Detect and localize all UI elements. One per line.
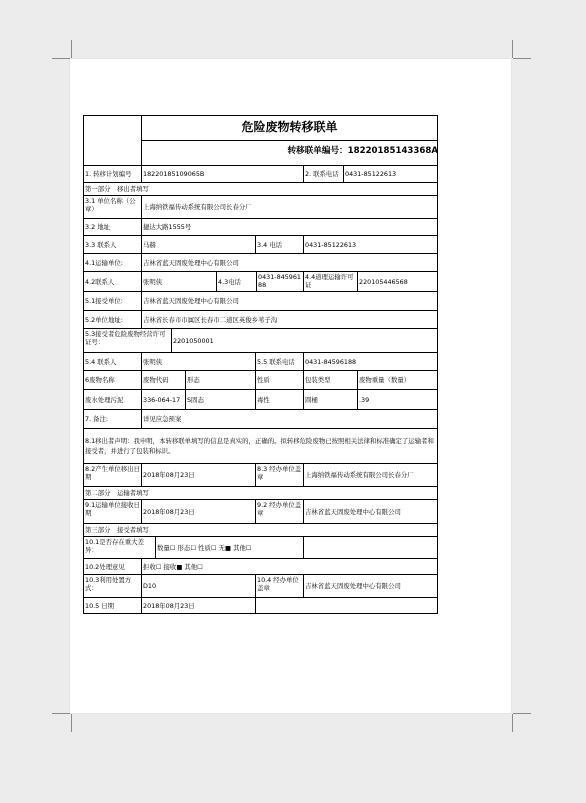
waste-weight-header: 废物重量（数量） — [358, 371, 438, 390]
waste-name-header: 6废物名称 — [84, 371, 142, 390]
receiver-phone-value: 0431-84596188 — [304, 353, 438, 371]
receiver-unit-label: 5.1接受单位: — [84, 292, 142, 311]
receiver-address-label: 5.2单位地址: — [84, 311, 142, 329]
difference-options: 数量☐ 形态☐ 性质☐ 无■ 其他☐ — [156, 537, 304, 559]
receiver-seal-value: 吉林省蓝天固废处理中心有限公司 — [304, 575, 438, 598]
unit-name-value: 上海纳铁福传动系统有限公司长春分厂 — [142, 196, 438, 219]
transport-unit-label: 4.1运输单位: — [84, 254, 142, 272]
transport-license-label: 4.4道理运输许可证 — [304, 272, 358, 292]
contact-phone-value: 0431-85122613 — [344, 166, 438, 183]
header-left-blank — [84, 116, 142, 166]
address-label: 3.2 地址 — [84, 219, 142, 236]
phone-34-label: 3.4 电话 — [256, 236, 304, 254]
receiver-contact-label: 5.4 联系人 — [84, 353, 142, 371]
carrier-date-label: 9.1运输单位接收日期 — [84, 500, 142, 524]
remarks-label: 7. 备注: — [84, 410, 142, 429]
receiver-license-value: 2201050001 — [172, 329, 438, 353]
crop-mark — [512, 714, 513, 732]
waste-name-value: 废水处理污泥 — [84, 390, 142, 410]
waste-weight-value: .39 — [358, 390, 438, 410]
crop-mark — [71, 714, 72, 732]
part2-heading: 第二部分 运输者填写 — [84, 487, 438, 500]
transport-contact-value: 张明侠 — [142, 272, 217, 292]
plan-no-value: 18220185109065B — [142, 166, 304, 183]
waste-property-value: 毒性 — [256, 390, 304, 410]
shipper-declaration: 8.1移出者声明：我申明，本转移联单填写的信息是真实的，正确的。拟转移危险废物已按照相关法律和标准确定了运输者和接受者，并进行了包装和标识。 — [84, 429, 438, 464]
receiver-license-label: 5.3接受者危险废物经营许可证号： — [84, 329, 172, 353]
package-type-value: 圆桶 — [304, 390, 358, 410]
part3-heading: 第三部分 接受者填写 — [84, 524, 438, 537]
crop-mark — [512, 40, 513, 58]
plan-no-label: 1. 转移计划编号 — [84, 166, 142, 183]
transport-unit-value: 吉林省蓝天固废处理中心有限公司 — [142, 254, 438, 272]
crop-mark — [71, 40, 72, 58]
contact-phone-label: 2. 联系电话 — [304, 166, 344, 183]
remarks-value: 详见应急预案 — [142, 410, 438, 429]
difference-label: 10.1是否存在重大差异： — [84, 537, 156, 559]
receiver-phone-label: 5.5 联系电话 — [256, 353, 304, 371]
receiver-seal-label: 10.4 经办单位盖章 — [256, 575, 304, 598]
difference-blank — [304, 537, 438, 559]
transport-contact-label: 4.2联系人 — [84, 272, 142, 292]
receive-date-label: 10.5 日期 — [84, 598, 142, 614]
transport-license-value: 220105446568 — [358, 272, 438, 292]
disposal-opinion-options: 拒收☐ 接收■ 其他☐ — [142, 559, 438, 575]
shipper-date-value: 2018年08月23日 — [142, 464, 256, 487]
disposal-opinion-label: 10.2处理意见 — [84, 559, 142, 575]
shipper-date-label: 8.2产生单位移出日期 — [84, 464, 142, 487]
carrier-seal-label: 9.2 经办单位盖章 — [256, 500, 304, 524]
contact-person-label: 3.3 联系人 — [84, 236, 142, 254]
form-title: 危险废物转移联单 — [142, 116, 438, 141]
transport-phone-value: 0431-84596188 — [257, 272, 304, 292]
crop-mark — [52, 58, 70, 59]
receive-date-value: 2018年08月23日 — [142, 598, 256, 614]
waste-code-value: 336-064-17 — [142, 390, 186, 410]
transfer-form-table — [83, 115, 438, 614]
waste-code-header: 废物代码 — [142, 371, 186, 390]
waste-form-value: S固态 — [186, 390, 256, 410]
carrier-date-value: 2018年08月23日 — [142, 500, 256, 524]
transport-phone-label: 4.3电话 — [217, 272, 257, 292]
receive-date-blank — [256, 598, 438, 614]
unit-name-label: 3.1 单位名称（公章） — [84, 196, 142, 219]
package-type-header: 包装类型 — [304, 371, 358, 390]
waste-form-header: 形态 — [186, 371, 256, 390]
address-value: 捷达大路1555号 — [142, 219, 438, 236]
shipper-seal-value: 上海纳铁福传动系统有限公司长春分厂 — [304, 464, 438, 487]
carrier-seal-value: 吉林省蓝天固废处理中心有限公司 — [304, 500, 438, 524]
waste-property-header: 性质 — [256, 371, 304, 390]
disposal-method-label: 10.3利用处置方式： — [84, 575, 142, 598]
contact-person-value: 马赫 — [142, 236, 256, 254]
receiver-unit-value: 吉林省蓝天固废处理中心有限公司 — [142, 292, 438, 311]
crop-mark — [513, 713, 531, 714]
shipper-seal-label: 8.3 经办单位盖章 — [256, 464, 304, 487]
part1-heading: 第一部分 移出者填写 — [84, 183, 438, 196]
crop-mark — [52, 713, 70, 714]
disposal-method-value: D10 — [142, 575, 256, 598]
crop-mark — [513, 58, 531, 59]
form-number: 转移联单编号：18220185143368A — [142, 141, 438, 166]
receiver-address-value: 吉林省长春市市属区长春市二道区英俊乡苇子沟 — [142, 311, 438, 329]
phone-34-value: 0431-85122613 — [304, 236, 438, 254]
document-page — [70, 59, 511, 713]
receiver-contact-value: 张明侠 — [142, 353, 256, 371]
